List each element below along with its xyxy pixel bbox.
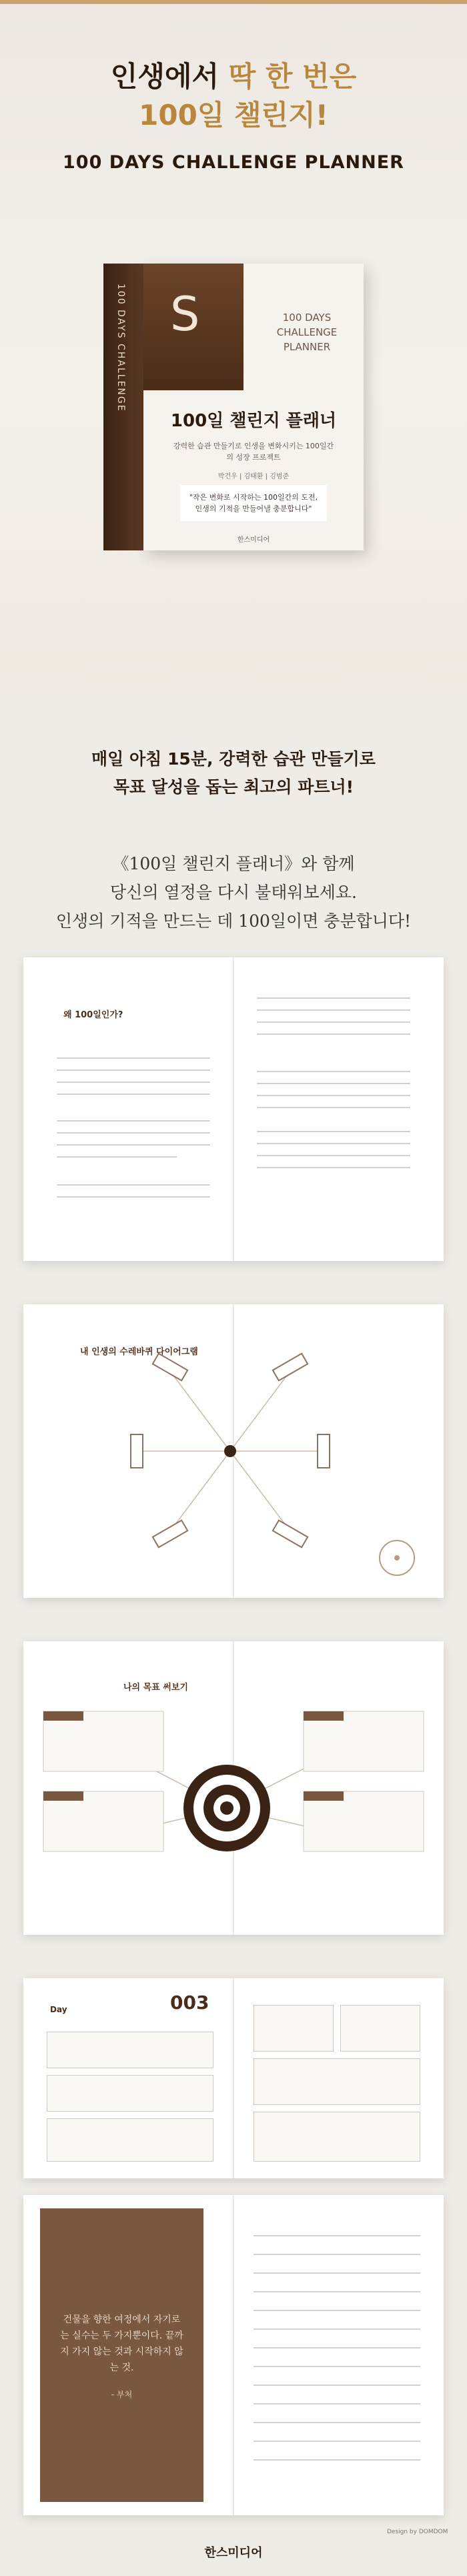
cover-quote: "작은 변화로 시작하는 100일간의 도전, 인생의 기적을 만들어낼 충분합니다" [180,485,327,521]
spread-preview-2 [23,1304,444,1598]
hero-headline-1 [0,55,467,95]
spread-fold [233,2195,234,2515]
cover-authors: 박건우 | 김태환 | 김범준 [217,473,290,480]
intro-line-3: 인생의 기적을 만드는 데 100일이면 충분합니다! [55,911,412,931]
daily-box-1 [47,2032,213,2068]
hero-headline-2: 100일 챌린지! [139,99,328,131]
spread-preview-4 [23,1978,444,2178]
spread-fold [233,1978,234,2178]
book-spine-text: 100 DAYS CHALLENGE [115,284,126,412]
tagline-1: 매일 아침 15분, 강력한 습관 만들기로 [91,749,376,769]
spread-fold [233,957,234,1261]
daily-box-4 [254,2005,334,2052]
tagline-2: 목표 달성을 돕는 최고의 파트너! [113,777,354,797]
intro-line-1: 《100일 챌린지 플래너》와 함께 [112,854,355,873]
book-front [143,264,364,550]
quote-text: 건물을 향한 여정에서 자기로는 실수는 두 가지뿐이다. 끝까지 가지 않는 것과 시작하지 않는 것. [60,2314,183,2373]
cover-publisher: 한스미디어 [237,536,270,544]
design-credit: Design by DOMDOM [387,2529,448,2535]
spread1-title: 왜 100일인가? [63,1010,123,1020]
book-spine [103,264,143,550]
hero-top-rule [0,0,467,4]
hero-headline-1a: 인생에서 [110,60,229,93]
day-number: 003 [170,1992,209,2014]
cover-korean-title: 100일 챌린지 플래너 [170,411,337,431]
spread2-title: 내 인생의 수레바퀴 다이어그램 [80,1347,198,1357]
spread-preview-1 [23,957,444,1261]
daily-box-6 [254,2058,420,2105]
quote-page [40,2208,203,2502]
spread3-title: 나의 목표 써보기 [123,1683,188,1693]
cover-english-title: 100 DAYS CHALLENGE PLANNER [276,312,338,353]
infinity-logo-icon: S [170,287,200,342]
daily-box-3 [47,2118,213,2162]
daily-box-7 [254,2112,420,2162]
hero-headline-1b: 딱 한 번은 [228,60,357,93]
hero-section [0,0,467,694]
spread-preview-3 [23,1641,444,1935]
intro-line-2: 당신의 열정을 다시 불태워보세요. [110,883,357,902]
quote-source: - 부처 [111,2390,133,2399]
daily-box-5 [340,2005,420,2052]
cover-subtitle: 강력한 습관 만들기로 인생을 변화시키는 100일간의 성장 프로젝트 [173,442,334,462]
goal-target-diagram [23,1641,444,1935]
daily-box-2 [47,2075,213,2112]
life-wheel-diagram [23,1304,444,1598]
day-label: Day [50,2005,67,2014]
book-cover-image [103,264,364,550]
publisher-name: 한스미디어 [204,2546,263,2560]
hero-headline-3: 100 DAYS CHALLENGE PLANNER [63,152,404,173]
